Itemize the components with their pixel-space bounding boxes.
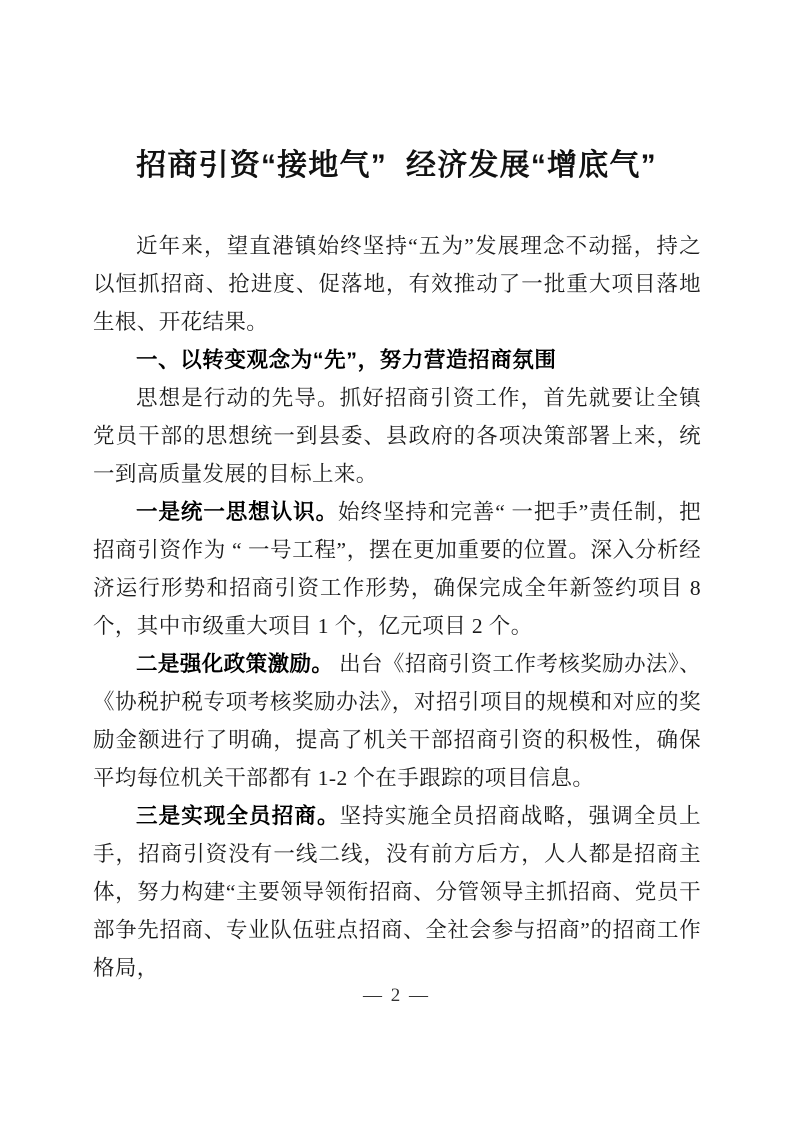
paragraph-point-2: [93, 645, 701, 797]
document-body: [93, 227, 701, 987]
point-lead-label: 三是实现全员招商。: [136, 804, 340, 828]
paragraph-text: 思想是行动的先导。抓好招商引资工作，首先就要让全镇党员干部的思想统一到县委、县政府的各项决策部署上来，统一到高质量发展的目标上来。: [93, 386, 701, 486]
paragraph-text: 始终坚持和完善“ 一把手”责任制，把招商引资作为 “ 一号工程”，摆在更加重要的位置。深入分析经济运行形势和招商引资工作形势，确保完成全年新签约项目 8 个，其中市级重大项目 1 个，亿元项目 2 个。: [93, 500, 701, 638]
paragraph-point-1: [93, 493, 701, 645]
section-heading-text: 一、以转变观念为“先”，努力营造招商氛围: [136, 348, 557, 372]
paragraph-text: 出台《招商引资工作考核奖励办法》、《协税护税专项考核奖励办法》，对招引项目的规模和对应的奖励金额进行了明确，提高了机关干部招商引资的积极性，确保平均每位机关干部都有 1-2 个在手跟踪的项目信息。: [93, 652, 701, 790]
point-lead-label: 一是统一思想认识。: [136, 500, 339, 524]
paragraph-text: 坚持实施全员招商战略，强调全员上手，招商引资没有一线二线，没有前方后方，人人都是招商主体，努力构建“主要领导领衔招商、分管领导主抓招商、党员干部争先招商、专业队伍驻点招商、全社会参与招商”的招商工作格局，: [93, 804, 702, 980]
paragraph-intro: [93, 227, 701, 341]
section-heading-1: [93, 341, 701, 379]
paragraph-text: 近年来，望直港镇始终坚持“五为”发展理念不动摇，持之以恒抓招商、抢进度、促落地，有效推动了一批重大项目落地生根、开花结果。: [93, 234, 701, 334]
page-title: 招商引资“接地气” 经济发展“增底气”: [136, 149, 657, 182]
paragraph-section-1-intro: [93, 379, 701, 493]
paragraph-point-3: [93, 797, 701, 987]
point-lead-label: 二是强化政策激励。: [136, 652, 334, 676]
page-number: — 2 —: [363, 985, 430, 1006]
